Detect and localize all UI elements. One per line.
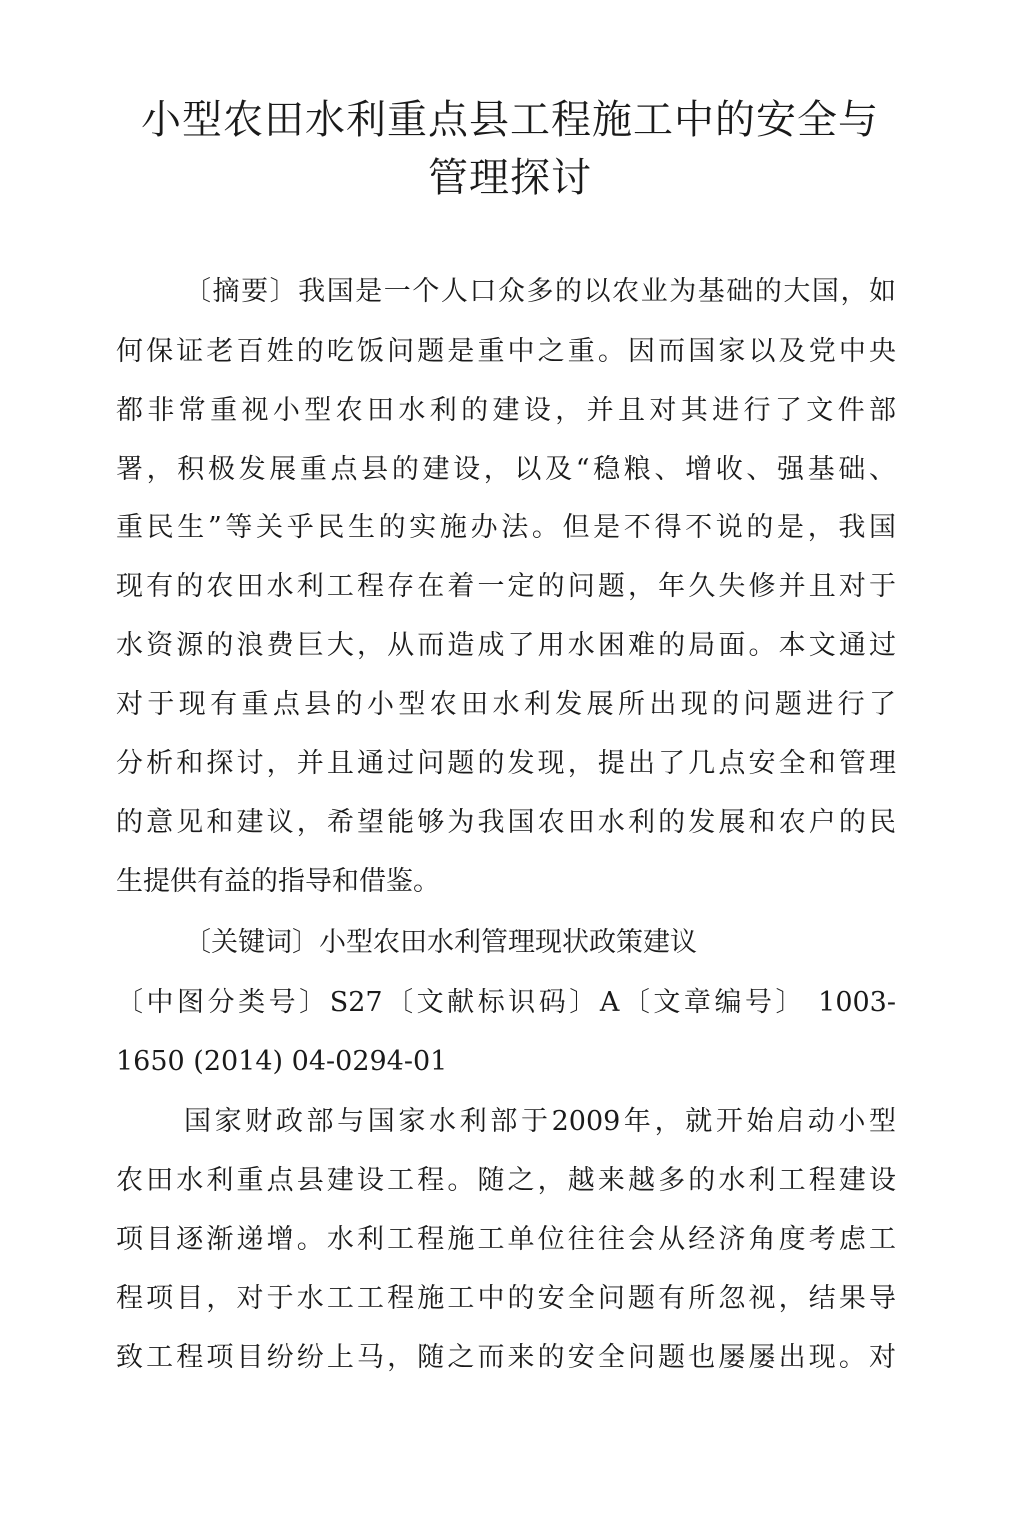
body-line: 农田水利重点县建设工程。随之，越来越多的水利工程建设 <box>116 1165 896 1196</box>
classification-line: 〔中图分类号〕S27〔文献标识码〕A〔文章编号〕 1003- <box>116 987 896 1018</box>
abstract-line: 现有的农田水利工程存在着一定的问题，年久失修并且对于 <box>116 571 896 602</box>
body-line: 程项目，对于水工工程施工中的安全问题有所忽视，结果导 <box>116 1283 896 1314</box>
title-line-2: 管理探讨 <box>428 155 592 201</box>
abstract-line: 生提供有益的指导和借鉴。 <box>116 866 440 897</box>
classification-line: 1650 (2014) 04-0294-01 <box>116 1046 448 1077</box>
body-line: 致工程项目纷纷上马，随之而来的安全问题也屡屡出现。对 <box>116 1342 896 1373</box>
abstract-line: 对于现有重点县的小型农田水利发展所出现的问题进行了 <box>116 689 896 720</box>
abstract-line: 署，积极发展重点县的建设，以及“稳粮、增收、强基础、 <box>116 454 896 485</box>
abstract-line: 水资源的浪费巨大，从而造成了用水困难的局面。本文通过 <box>116 630 896 661</box>
abstract-line: 都非常重视小型农田水利的建设，并且对其进行了文件部 <box>116 395 896 426</box>
body-line: 国家财政部与国家水利部于2009年，就开始启动小型 <box>184 1106 896 1137</box>
body-line: 项目逐渐递增。水利工程施工单位往往会从经济角度考虑工 <box>116 1224 896 1255</box>
abstract-line: 〔摘要〕我国是一个人口众多的以农业为基础的大国，如 <box>184 276 896 307</box>
abstract-line: 重民生”等关乎民生的实施办法。但是不得不说的是，我国 <box>116 512 896 543</box>
abstract-line: 分析和探讨，并且通过问题的发现，提出了几点安全和管理 <box>116 748 896 779</box>
abstract-line: 何保证老百姓的吃饭问题是重中之重。因而国家以及党中央 <box>116 336 896 367</box>
abstract-line: 的意见和建议，希望能够为我国农田水利的发展和农户的民 <box>116 807 896 838</box>
keywords-line: 〔关键词〕小型农田水利管理现状政策建议 <box>184 927 697 958</box>
title-line-1: 小型农田水利重点县工程施工中的安全与 <box>141 97 879 143</box>
